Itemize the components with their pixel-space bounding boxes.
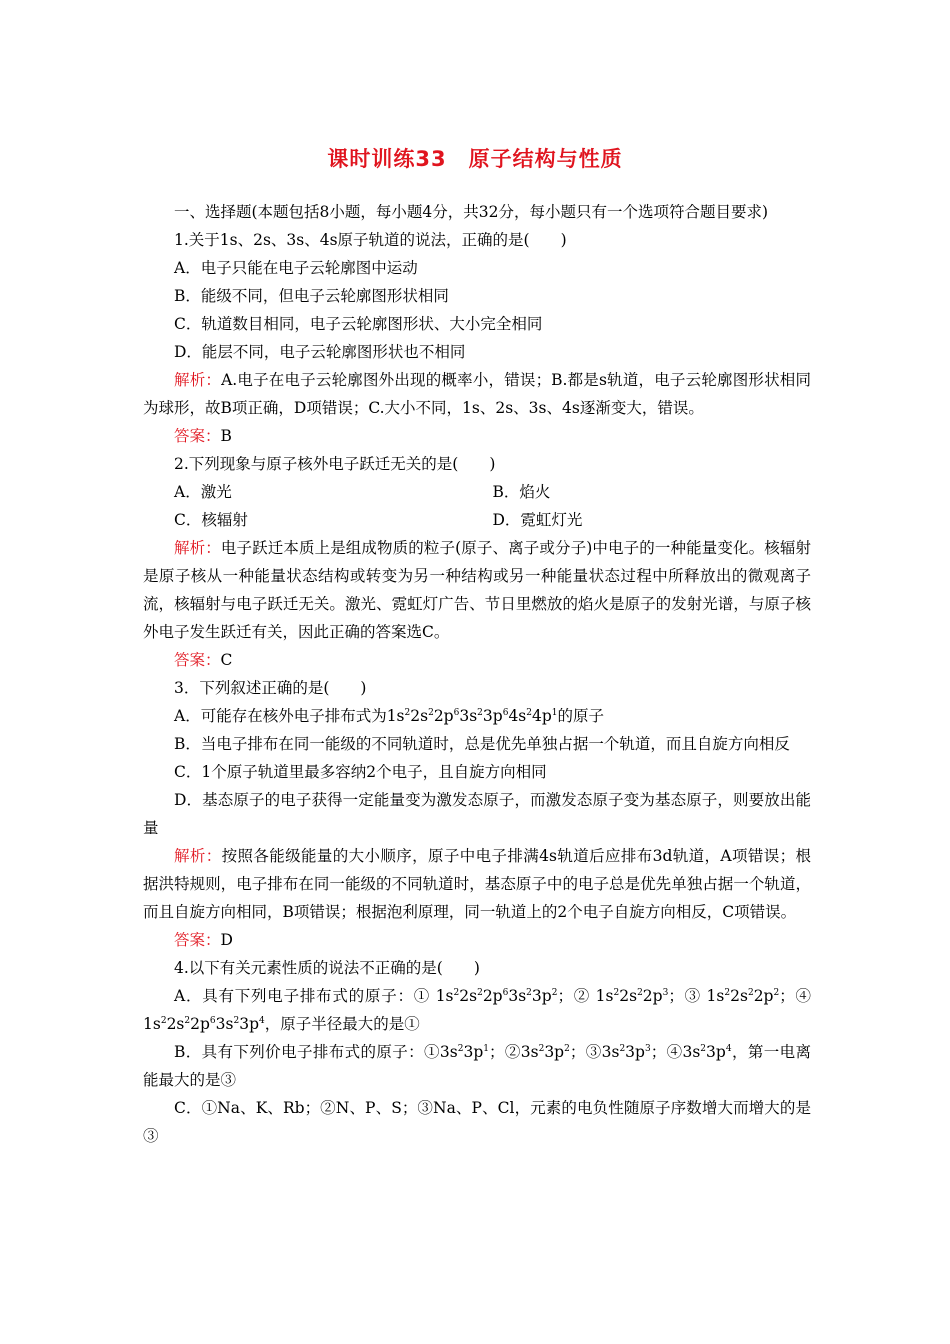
q1-option-c: C．轨道数目相同，电子云轮廓图形状、大小完全相同	[174, 315, 543, 333]
q1-option-d: D．能层不同，电子云轮廓图形状也不相同	[174, 343, 466, 361]
q1-option-b: B．能级不同，但电子云轮廓图形状相同	[174, 287, 449, 305]
q3-option-c: C．1个原子轨道里最多容纳2个电子，且自旋方向相同	[174, 763, 547, 781]
q3-analysis	[143, 842, 811, 926]
q4-stem: 4.以下有关元素性质的说法不正确的是( )	[174, 959, 480, 977]
page-title: 课时训练33 原子结构与性质	[327, 147, 623, 171]
q1-analysis	[143, 366, 811, 422]
q2-option-b: B．焰火	[492, 483, 551, 501]
q2-options-row-1	[143, 478, 811, 506]
q1-option-a: A．电子只能在电子云轮廓图中运动	[174, 259, 418, 277]
q3-answer	[143, 926, 811, 954]
analysis-label: 解析：	[174, 371, 222, 389]
document-body	[143, 198, 811, 1150]
q2-option-c: C．核辐射	[174, 511, 248, 529]
section-heading: 一、选择题(本题包括8小题，每小题4分，共32分，每小题只有一个选项符合题目要求)	[174, 203, 769, 221]
q4-option-b: B．具有下列价电子排布式的原子：$①3s^23p^1$；$②3s^23p^2$；$③3s^23p^3$；$④3s^23p^4$，第一电离能最大的是③	[143, 1043, 811, 1089]
answer-label: 答案：	[174, 651, 221, 669]
q2-analysis-text: 电子跃迁本质上是组成物质的粒子(原子、离子或分子)中电子的一种能量变化。核辐射是原子核从一种能量状态结构或转变为另一种结构或另一种能量状态过程中所释放出的微观离子流，核辐射与电子跃迁无关。激光、霓虹灯广告、节日里燃放的焰火是原子的发射光谱，与原子核外电子发生跃迁有关，因此正确的答案选C。	[143, 539, 811, 641]
q2-option-d: D．霓虹灯光	[492, 511, 583, 529]
analysis-label: 解析：	[174, 539, 221, 557]
analysis-label: 解析：	[174, 847, 222, 865]
q3-stem: 3．下列叙述正确的是( )	[174, 679, 367, 697]
q3-answer-value: D	[220, 931, 233, 949]
q2-answer	[143, 646, 811, 674]
q2-option-a: A．激光	[174, 483, 232, 501]
q3-option-a: A．可能存在核外电子排布式为$1s^22s^22p^63s^23p^64s^24p^1$的原子	[174, 707, 605, 725]
q2-answer-value: C	[220, 651, 233, 669]
q1-answer-value: B	[220, 427, 232, 445]
q1-answer	[143, 422, 811, 450]
q3-option-d: D．基态原子的电子获得一定能量变为激发态原子，而激发态原子变为基态原子，则要放出能量	[143, 791, 811, 837]
answer-label: 答案：	[174, 931, 221, 949]
q1-analysis-text: A.电子在电子云轮廓图外出现的概率小，错误；B.都是s轨道，电子云轮廓图形状相同为球形，故B项正确，D项错误；C.大小不同，1s、2s、3s、4s逐渐变大，错误。	[143, 371, 811, 417]
q4-option-a: A．具有下列电子排布式的原子：① $1s^22s^22p^63s^23p^2$；② $1s^22s^22p^3$；③ $1s^22s^22p^2$；④ $1s^22s^22p^63s^23p^4$，原子半径最大的是①	[143, 987, 811, 1033]
q4-option-c: C．①Na、K、Rb；②N、P、S；③Na、P、Cl，元素的电负性随原子序数增大而增大的是③	[143, 1099, 811, 1145]
answer-label: 答案：	[174, 427, 221, 445]
q1-stem: 1.关于1s、2s、3s、4s原子轨道的说法，正确的是( )	[174, 231, 567, 249]
q3-option-b: B．当电子排布在同一能级的不同轨道时，总是优先单独占据一个轨道，而且自旋方向相反	[174, 735, 790, 753]
q2-options-row-2	[143, 506, 811, 534]
q2-stem: 2.下列现象与原子核外电子跃迁无关的是( )	[174, 455, 496, 473]
q2-analysis	[143, 534, 811, 646]
q3-analysis-text: 按照各能级能量的大小顺序，原子中电子排满4s轨道后应排布3d轨道，A项错误；根据洪特规则，电子排布在同一能级的不同轨道时，基态原子中的电子总是优先单独占据一个轨道，而且自旋方向相同，B项错误；根据泡利原理，同一轨道上的2个电子自旋方向相反，C项错误。	[143, 847, 811, 921]
